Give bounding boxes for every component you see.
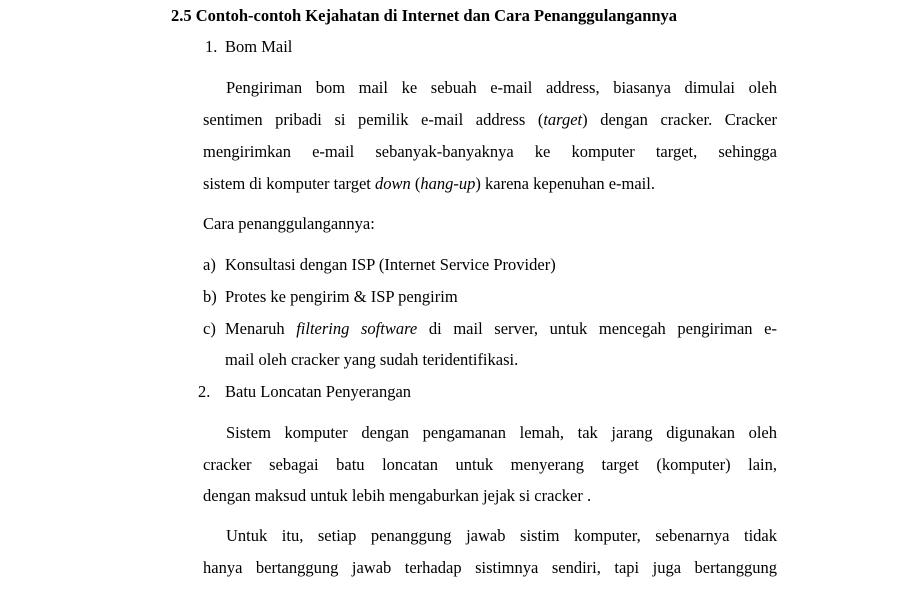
- item1-title: Bom Mail: [225, 37, 293, 56]
- list-item-b: Protes ke pengirim & ISP pengirim: [225, 287, 458, 306]
- list-item-c-marker: c): [203, 319, 216, 338]
- item2-para1-line-3: dengan maksud untuk lebih mengaburkan jejak si cracker .: [203, 486, 592, 505]
- list-item-c-line-1: Menaruh filtering software di mail server, untuk mencegah pengiriman e-: [225, 319, 777, 338]
- list-item-a: Konsultasi dengan ISP (Internet Service Provider): [225, 255, 556, 274]
- list-item-c-line-2: mail oleh cracker yang sudah teridentifikasi.: [225, 350, 519, 369]
- item1-para-line-3: mengirimkan e-mail sebanyak-banyaknya ke komputer target, sehingga: [203, 142, 777, 161]
- item1-para-line-4: sistem di komputer target down (hang-up) karena kepenuhan e-mail.: [203, 174, 655, 193]
- item2-para1-line-2: cracker sebagai batu loncatan untuk menyerang target (komputer) lain,: [203, 455, 777, 474]
- cara-label: Cara penanggulangannya:: [203, 214, 375, 233]
- item2-para1-line-1: Sistem komputer dengan pengamanan lemah, tak jarang digunakan oleh: [226, 423, 777, 442]
- section-heading: 2.5 Contoh-contoh Kejahatan di Internet dan Cara Penanggulangannya: [171, 6, 678, 25]
- item1-para-line-1: Pengiriman bom mail ke sebuah e-mail address, biasanya dimulai oleh: [226, 78, 777, 97]
- list-item-b-marker: b): [203, 287, 217, 306]
- item1-number: 1.: [205, 37, 218, 56]
- item2-number: 2.: [198, 382, 211, 401]
- item2-para2-line-2: hanya bertanggung jawab terhadap sistimnya sendiri, tapi juga bertanggung: [203, 558, 777, 577]
- item2-para2-line-1: Untuk itu, setiap penanggung jawab sistim komputer, sebenarnya tidak: [226, 526, 777, 545]
- list-item-a-marker: a): [203, 255, 216, 274]
- item1-para-line-2: sentimen pribadi si pemilik e-mail address (target) dengan cracker. Cracker: [203, 110, 777, 129]
- item2-title: Batu Loncatan Penyerangan: [225, 382, 412, 401]
